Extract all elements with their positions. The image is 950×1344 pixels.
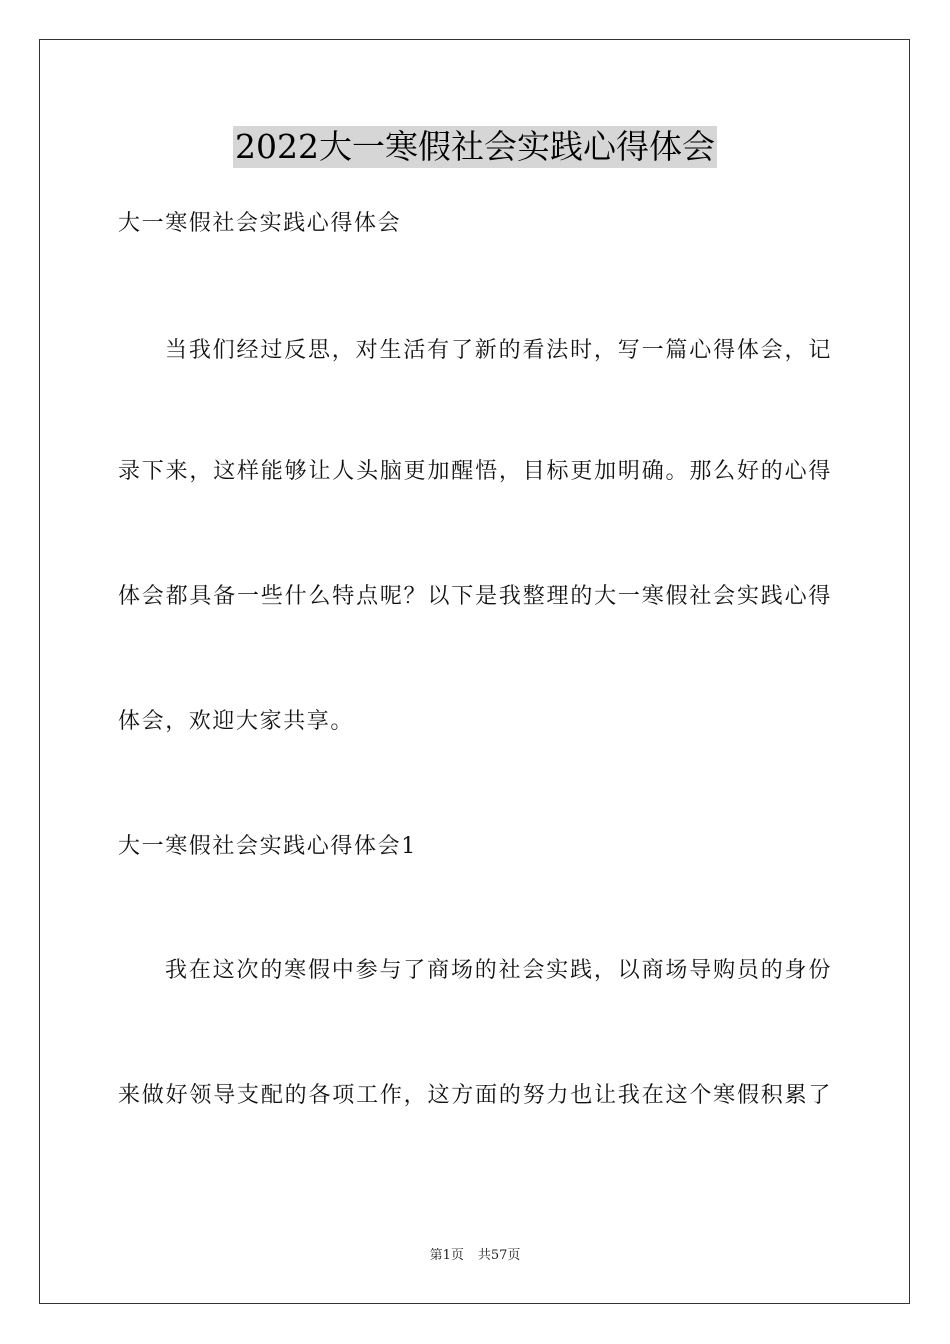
title-container xyxy=(0,126,950,168)
page-total: 共57页 xyxy=(477,1248,521,1263)
paragraph-line: 体会，欢迎大家共享。 xyxy=(118,709,355,734)
document-title: 2022大一寒假社会实践心得体会 xyxy=(235,127,715,166)
paragraph-line: 当我们经过反思，对生活有了新的看法时，写一篇心得体会，记 xyxy=(165,338,832,363)
section-heading: 大一寒假社会实践心得体会1 xyxy=(118,834,417,859)
paragraph-line: 来做好领导支配的各项工作，这方面的努力也让我在这个寒假积累了 xyxy=(118,1083,832,1108)
page-footer xyxy=(0,1247,950,1265)
paragraph-line: 体会都具备一些什么特点呢？以下是我整理的大一寒假社会实践心得 xyxy=(118,584,832,609)
paragraph-line: 录下来，这样能够让人头脑更加醒悟，目标更加明确。那么好的心得 xyxy=(118,459,832,484)
paragraph-line: 我在这次的寒假中参与了商场的社会实践，以商场导购员的身份 xyxy=(165,958,832,983)
subtitle-line: 大一寒假社会实践心得体会 xyxy=(118,211,402,236)
page-number: 第1页 xyxy=(429,1248,464,1263)
